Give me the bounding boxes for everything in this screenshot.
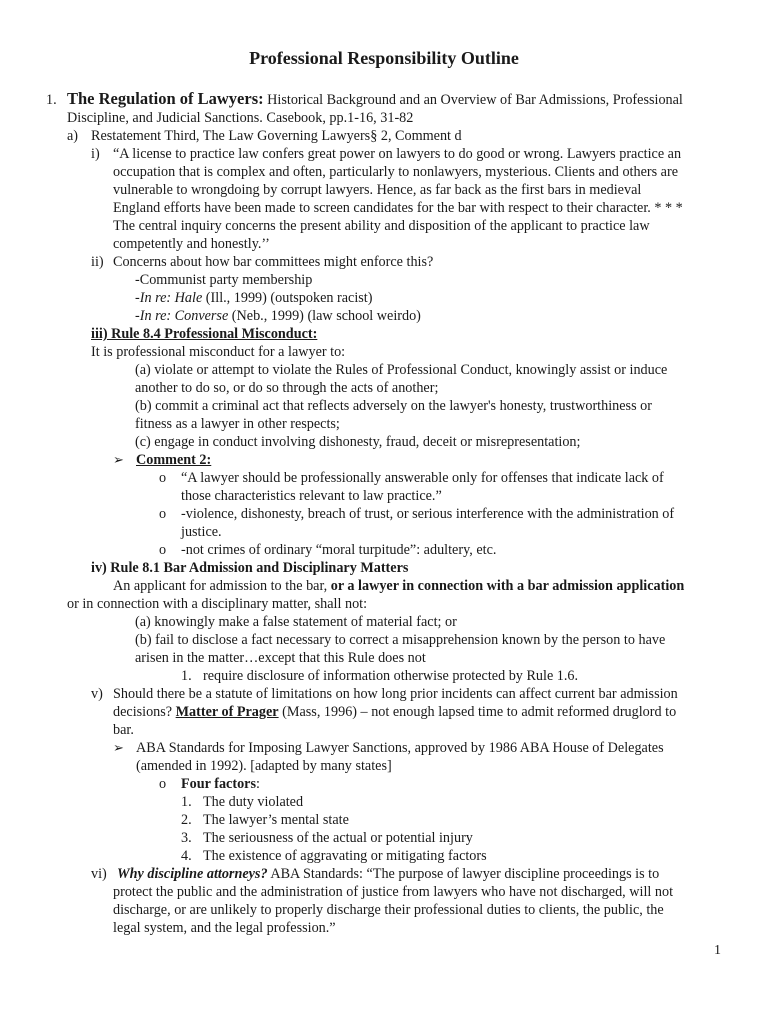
circle-bullet-icon: o bbox=[159, 470, 167, 486]
aba-standards-line: ABA Standards for Imposing Lawyer Sanctions, approved by 1986 ABA House of Delegates bbox=[136, 740, 664, 756]
factor-text: The seriousness of the actual or potential injury bbox=[203, 830, 473, 846]
item-v-text: decisions? bbox=[113, 704, 176, 720]
rule-8-4-heading: iii) Rule 8.4 Professional Misconduct: bbox=[91, 326, 318, 342]
item-a-marker: a) bbox=[67, 128, 79, 144]
aba-standards-line: (amended in 1992). [adapted by many states] bbox=[136, 758, 392, 774]
item-vi-text: ABA Standards: “The purpose of lawyer discipline proceedings is to bbox=[267, 866, 660, 882]
quote-line: “A license to practice law confers great power on lawyers to do good or wrong. Lawyers practice an bbox=[113, 146, 682, 162]
comment-line: those characteristics relevant to law practice.” bbox=[181, 488, 442, 504]
concern-detail: (Ill., 1999) (outspoken racist) bbox=[202, 290, 373, 306]
factor-number: 4. bbox=[181, 848, 192, 864]
rule-text-line: another to do so, or do so through the acts of another; bbox=[135, 380, 439, 396]
item-v-marker: v) bbox=[91, 686, 103, 702]
concern-text: -Communist party membership bbox=[135, 272, 313, 288]
rule-8-1-line bbox=[113, 577, 684, 595]
concern-item bbox=[135, 289, 372, 307]
case-name: In re: Hale bbox=[139, 290, 203, 306]
comment-heading: Comment 2: bbox=[136, 452, 212, 468]
concern-item bbox=[135, 307, 421, 325]
rule-8-1-bold-text: or a lawyer in connection with a bar admission application bbox=[330, 578, 685, 594]
sub-number: 1. bbox=[181, 668, 192, 684]
item-ii-marker: ii) bbox=[91, 254, 104, 270]
rule-8-1-line: (b) fail to disclose a fact necessary to correct a misapprehension known by the person to have bbox=[135, 632, 666, 648]
four-factors-colon: : bbox=[256, 776, 260, 792]
quote-line: England efforts have been made to screen candidates for the bar with respect to their character. * * * bbox=[113, 200, 683, 216]
item-vi-line: discharge, or are unlikely to properly discharge their professional duties to clients, the public, the bbox=[113, 902, 664, 918]
factor-text: The duty violated bbox=[203, 794, 304, 810]
rule-text-line: fitness as a lawyer in other respects; bbox=[135, 416, 340, 432]
item-vi-line bbox=[117, 865, 659, 883]
circle-bullet-icon: o bbox=[159, 542, 167, 558]
comment-line: -not crimes of ordinary “moral turpitude”: adultery, etc. bbox=[181, 542, 497, 558]
concern-dash: - bbox=[135, 290, 140, 306]
case-name: Matter of Prager bbox=[175, 704, 279, 720]
page-number: 1 bbox=[714, 943, 721, 958]
arrow-bullet-icon: ➢ bbox=[113, 452, 124, 467]
sub-text: require disclosure of information otherwise protected by Rule 1.6. bbox=[203, 668, 579, 684]
arrow-bullet-icon: ➢ bbox=[113, 740, 124, 755]
quote-line: competently and honestly.’’ bbox=[113, 236, 270, 252]
rule-text-line: (c) engage in conduct involving dishonesty, fraud, deceit or misrepresentation; bbox=[135, 434, 581, 450]
factor-number: 1. bbox=[181, 794, 192, 810]
item-vi-marker: vi) bbox=[91, 866, 107, 882]
item-v-text: (Mass, 1996) – not enough lapsed time to admit reformed druglord to bbox=[278, 704, 677, 720]
section-heading-line bbox=[67, 90, 683, 109]
item-vi-line: legal system, and the legal profession.” bbox=[113, 920, 336, 936]
quote-line: vulnerable to wrongdoing by corrupt lawyers. Hence, as far back as the first bars in medieval bbox=[113, 182, 642, 198]
factor-number: 3. bbox=[181, 830, 192, 846]
rule-8-1-line: arisen in the matter…except that this Rule does not bbox=[135, 650, 426, 666]
concern-detail: (Neb., 1999) (law school weirdo) bbox=[228, 308, 421, 324]
four-factors-label: Four factors bbox=[181, 776, 256, 792]
rule-8-4-intro: It is professional misconduct for a lawyer to: bbox=[91, 344, 346, 360]
four-factors-heading bbox=[181, 775, 260, 793]
factor-text: The existence of aggravating or mitigating factors bbox=[203, 848, 487, 864]
rule-8-1-line: (a) knowingly make a false statement of material fact; or bbox=[135, 614, 457, 630]
factor-text: The lawyer’s mental state bbox=[203, 812, 349, 828]
rule-text-line: (b) commit a criminal act that reflects adversely on the lawyer's honesty, trustworthiness or bbox=[135, 398, 652, 414]
circle-bullet-icon: o bbox=[159, 776, 167, 792]
item-v-line: Should there be a statute of limitations on how long prior incidents can affect current bar admission bbox=[113, 686, 678, 702]
item-a-text: Restatement Third, The Law Governing Lawyers§ 2, Comment d bbox=[91, 128, 462, 144]
case-name: In re: Converse bbox=[139, 308, 229, 324]
quote-line: The central inquiry concerns the present ability and disposition of the applicant to practice law bbox=[113, 218, 650, 234]
section-description-cont: Discipline, and Judicial Sanctions. Casebook, pp.1-16, 31-82 bbox=[67, 110, 414, 126]
page-title: Professional Responsibility Outline bbox=[249, 48, 519, 68]
circle-bullet-icon: o bbox=[159, 506, 167, 522]
concern-item bbox=[135, 271, 312, 289]
item-vi-line: protect the public and the administration of justice from lawyers who have not discharged, will not bbox=[113, 884, 674, 900]
quote-line: occupation that is complex and often, particularly to nonlawyers, mysterious. Clients and others are bbox=[113, 164, 678, 180]
concern-dash: - bbox=[135, 308, 140, 324]
rule-text-line: (a) violate or attempt to violate the Rules of Professional Conduct, knowingly assist or induce bbox=[135, 362, 668, 378]
rule-8-1-heading: iv) Rule 8.1 Bar Admission and Disciplinary Matters bbox=[91, 560, 409, 576]
item-v-line: bar. bbox=[113, 722, 134, 738]
item-v-line bbox=[113, 703, 676, 721]
rule-8-1-line: or in connection with a disciplinary matter, shall not: bbox=[67, 596, 368, 612]
item-ii-text: Concerns about how bar committees might enforce this? bbox=[113, 254, 434, 270]
item-vi-heading: Why discipline attorneys? bbox=[117, 866, 268, 882]
section-heading: The Regulation of Lawyers: bbox=[67, 89, 264, 108]
factor-number: 2. bbox=[181, 812, 192, 828]
comment-line: -violence, dishonesty, breach of trust, or serious interference with the administration of bbox=[181, 506, 675, 522]
comment-line: “A lawyer should be professionally answerable only for offenses that indicate lack of bbox=[181, 470, 664, 486]
comment-line: justice. bbox=[181, 524, 222, 540]
rule-8-1-text: An applicant for admission to the bar, bbox=[113, 578, 331, 594]
item-i-marker: i) bbox=[91, 146, 100, 162]
section-description: Historical Background and an Overview of Bar Admissions, Professional bbox=[263, 92, 683, 108]
section-number: 1. bbox=[46, 92, 57, 108]
